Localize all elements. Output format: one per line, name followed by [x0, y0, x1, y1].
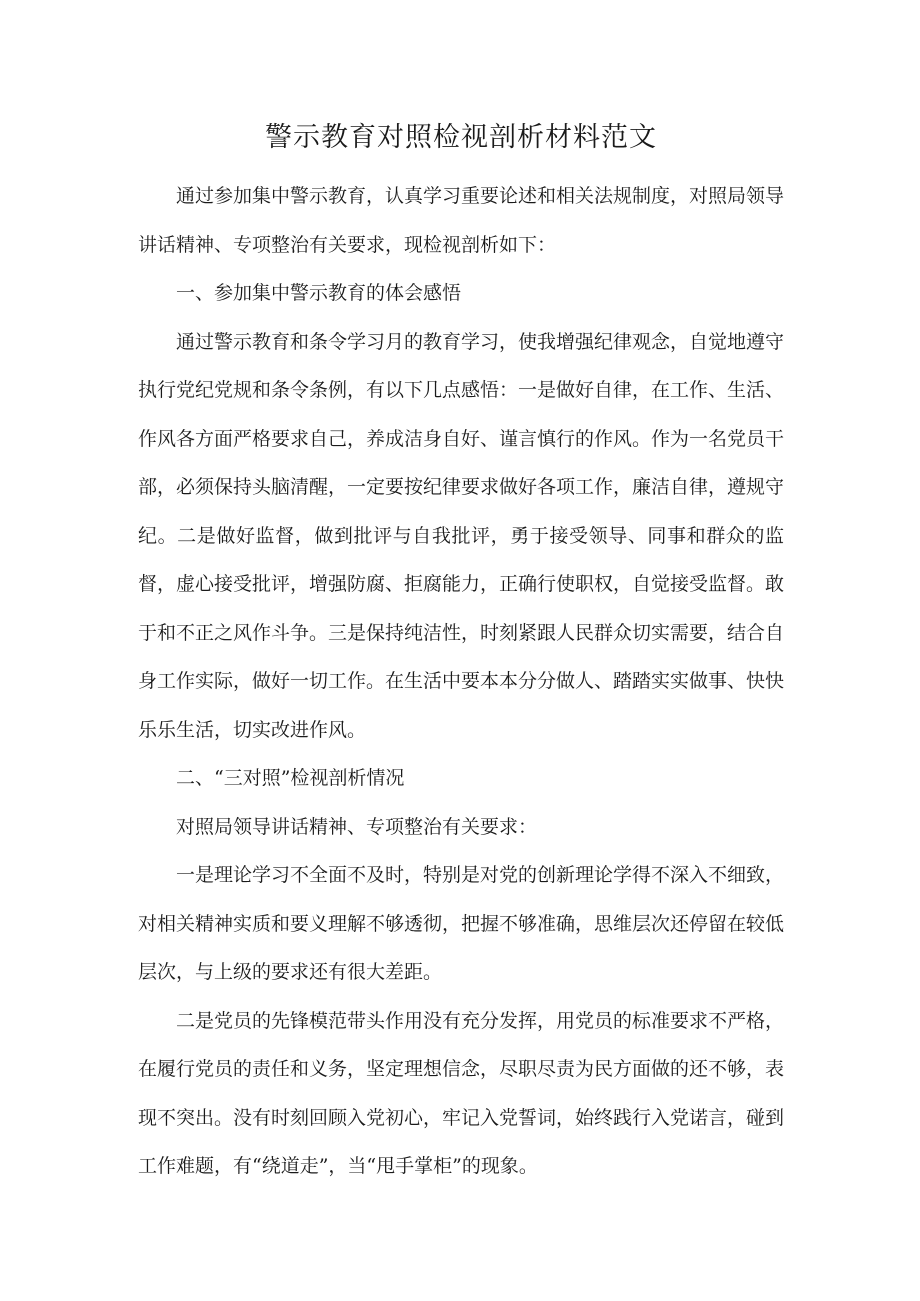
document-title: 警示教育对照检视剖析材料范文: [265, 122, 657, 153]
section-2-point-2-paragraph: 二是党员的先锋模范带头作用没有充分发挥，用党员的标准要求不严格，在履行党员的责任和义务，坚定理想信念，尽职尽责为民方面做的还不够，表现不突出。没有时刻回顾入党初心，牢记入党誓词，始终践行入党诺言，碰到工作难题，有“绕道走”，当“甩手掌柜”的现象。: [138, 1009, 785, 1177]
section-2-point-1-paragraph: 一是理论学习不全面不及时，特别是对党的创新理论学得不深入不细致，对相关精神实质和要义理解不够透彻，把握不够准确，思维层次还停留在较低层次，与上级的要求还有很大差距。: [138, 864, 785, 983]
section-1-paragraph: 通过警示教育和条令学习月的教育学习，使我增强纪律观念，自觉地遵守执行党纪党规和条令条例，有以下几点感悟：一是做好自律，在工作、生活、作风各方面严格要求自己，养成洁身自好、谨言慎行的作风。作为一名党员干部，必须保持头脑清醒，一定要按纪律要求做好各项工作，廉洁自律，遵规守纪。二是做好监督，做到批评与自我批评，勇于接受领导、同事和群众的监督，虚心接受批评，增强防腐、拒腐能力，正确行使职权，自觉接受监督。敢于和不正之风作斗争。三是保持纯洁性，时刻紧跟人民群众切实需要，结合自身工作实际，做好一切工作。在生活中要本本分分做人、踏踏实实做事、快快乐乐生活，切实改进作风。: [138, 330, 785, 741]
document-page: [138, 118, 784, 1191]
section-heading-2: 二、“三对照”检视剖析情况: [176, 767, 405, 789]
intro-paragraph: 通过参加集中警示教育，认真学习重要论述和相关法规制度，对照局领导讲话精神、专项整治有关要求，现检视剖析如下：: [138, 185, 785, 256]
section-heading-1: 一、参加集中警示教育的体会感悟: [176, 282, 462, 304]
section-2-intro-paragraph: 对照局领导讲话精神、专项整治有关要求：: [176, 815, 538, 838]
